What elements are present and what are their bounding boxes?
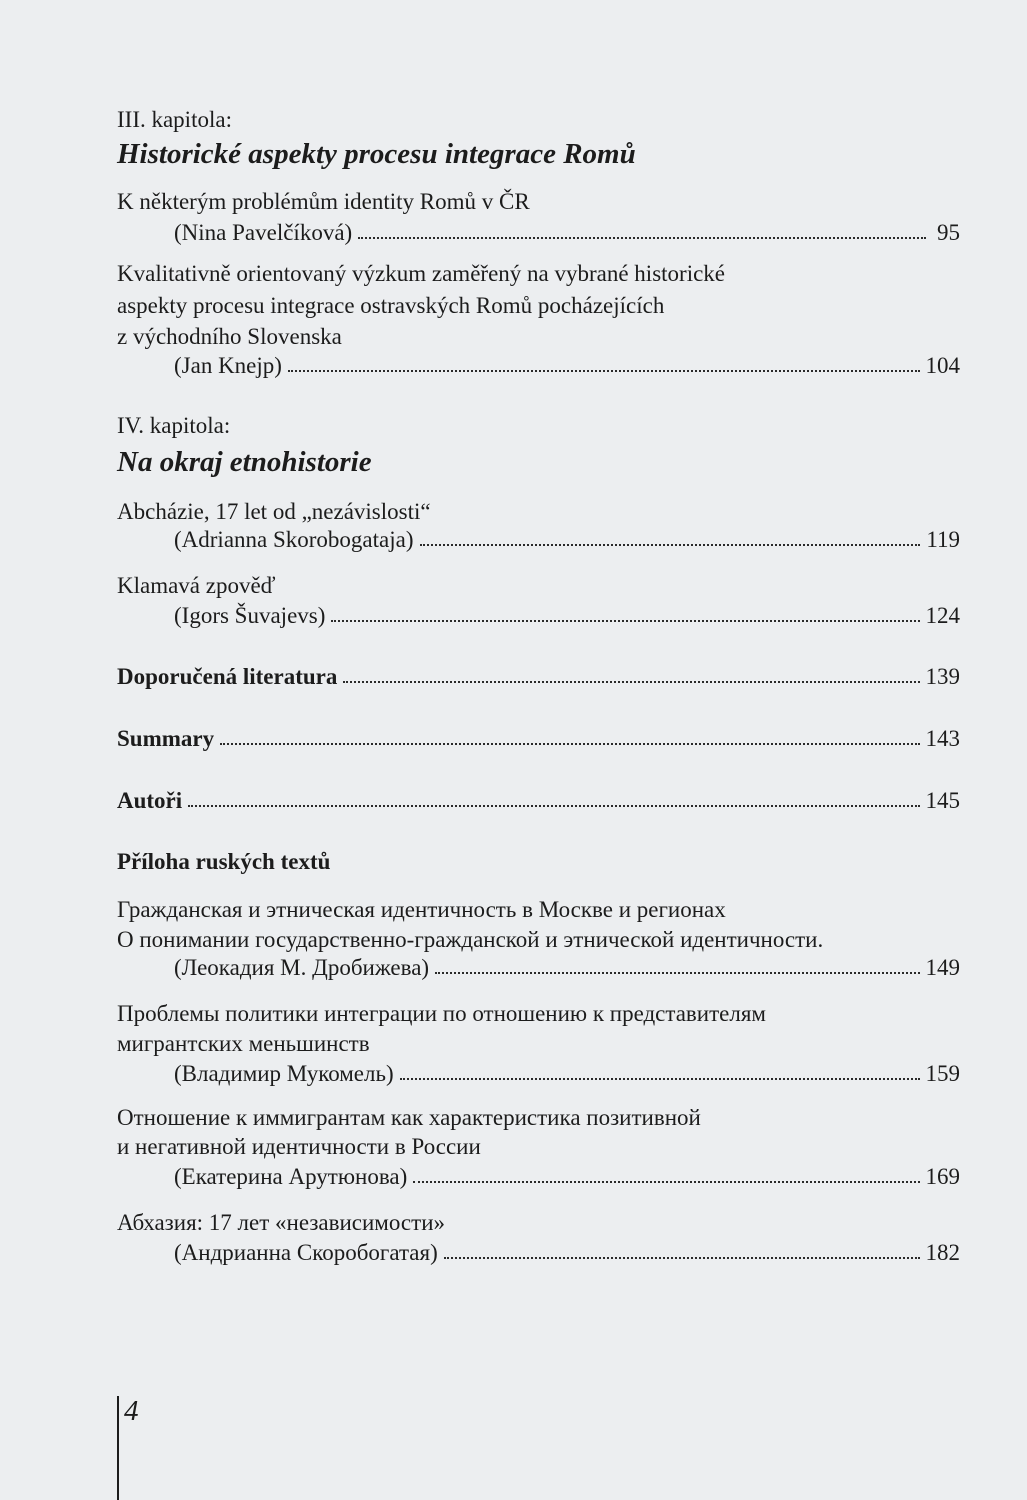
toc-entry-title-line: Гражданская и этническая идентичность в Москве и регионах	[117, 897, 726, 922]
russian-appendix-heading: Příloha ruských textů	[117, 849, 331, 874]
toc-entry-title-line: z východního Slovenska	[117, 324, 342, 349]
toc-entry-page: 124	[925, 603, 960, 628]
section-page: 143	[925, 726, 960, 751]
toc-entry-leader[interactable]	[174, 216, 960, 249]
toc-entry-page: 119	[926, 527, 960, 552]
toc-entry-author: (Владимир Мукомель)	[174, 1061, 394, 1086]
leader-dots	[288, 348, 920, 372]
chapter-4-label: IV. kapitola:	[117, 413, 231, 438]
toc-entry-page: 159	[925, 1061, 960, 1086]
folio-rule	[117, 1396, 119, 1500]
toc-entry-title-line: мигрантских меньшинств	[117, 1031, 370, 1056]
section-title: Summary	[117, 726, 215, 751]
toc-entry-title-line: aspekty procesu integrace ostravských Romů pocházejících	[117, 293, 665, 318]
section-title: Autoři	[117, 788, 183, 813]
toc-section-authors[interactable]	[117, 784, 960, 817]
toc-entry-author: (Леокадия М. Дробижева)	[174, 955, 430, 980]
leader-dots	[331, 598, 919, 622]
toc-entry-title-line: Проблемы политики интеграции по отношению к представителям	[117, 1001, 766, 1026]
toc-entry-title-line: О понимании государственно-гражданской и этнической идентичности.	[117, 927, 824, 952]
toc-entry-title-line: и негативной идентичности в России	[117, 1134, 481, 1159]
toc-entry-title: Abcházie, 17 let od „nezávislosti“	[117, 499, 431, 524]
leader-dots	[444, 1235, 920, 1259]
chapter-4-title: Na okraj etnohistorie	[117, 446, 372, 478]
toc-section-literature[interactable]	[117, 660, 960, 693]
toc-entry-leader[interactable]	[174, 1160, 960, 1193]
toc-entry-title-line: Отношение к иммигрантам как характеристика позитивной	[117, 1105, 701, 1130]
toc-entry-page: 182	[925, 1240, 960, 1265]
toc-entry-leader[interactable]	[174, 349, 960, 382]
leader-dots	[420, 522, 921, 546]
page-number: 4	[124, 1395, 139, 1427]
leader-dots	[400, 1056, 920, 1080]
toc-entry-author: (Jan Knejp)	[174, 353, 282, 378]
chapter-3-label: III. kapitola:	[117, 107, 232, 132]
toc-entry-page: 169	[925, 1164, 960, 1189]
leader-dots	[188, 783, 919, 807]
chapter-3-title: Historické aspekty procesu integrace Romů	[117, 138, 636, 170]
toc-entry-title-line: Kvalitativně orientovaný výzkum zaměřený na vybrané historické	[117, 261, 726, 286]
section-page: 139	[925, 664, 960, 689]
section-title: Doporučená literatura	[117, 664, 338, 689]
toc-entry-page: 95	[937, 220, 960, 245]
toc-entry-author: (Андрианна Скоробогатая)	[174, 1240, 438, 1265]
section-page: 145	[925, 788, 960, 813]
toc-entry-leader[interactable]	[174, 1057, 960, 1090]
toc-entry-title: K některým problémům identity Romů v ČR	[117, 189, 530, 214]
toc-entry-leader[interactable]	[174, 523, 960, 556]
leader-dots	[435, 950, 919, 974]
leader-dots	[413, 1159, 919, 1183]
leader-dots	[343, 659, 919, 683]
toc-entry-page: 104	[925, 353, 960, 378]
toc-entry-author: (Igors Šuvajevs)	[174, 603, 326, 628]
toc-entry-leader[interactable]	[174, 951, 960, 984]
toc-entry-title-line: Абхазия: 17 лет «независимости»	[117, 1210, 445, 1235]
toc-section-summary[interactable]	[117, 722, 960, 755]
toc-entry-author: (Adrianna Skorobogataja)	[174, 527, 414, 552]
toc-entry-page: 149	[925, 955, 960, 980]
toc-entry-title: Klamavá zpověď	[117, 573, 276, 598]
toc-entry-author: (Nina Pavelčíková)	[174, 220, 353, 245]
toc-entry-leader[interactable]	[174, 1236, 960, 1269]
leader-dots	[220, 721, 919, 745]
leader-dots	[358, 215, 926, 239]
toc-entry-author: (Екатерина Арутюнова)	[174, 1164, 408, 1189]
toc-entry-leader[interactable]	[174, 599, 960, 632]
